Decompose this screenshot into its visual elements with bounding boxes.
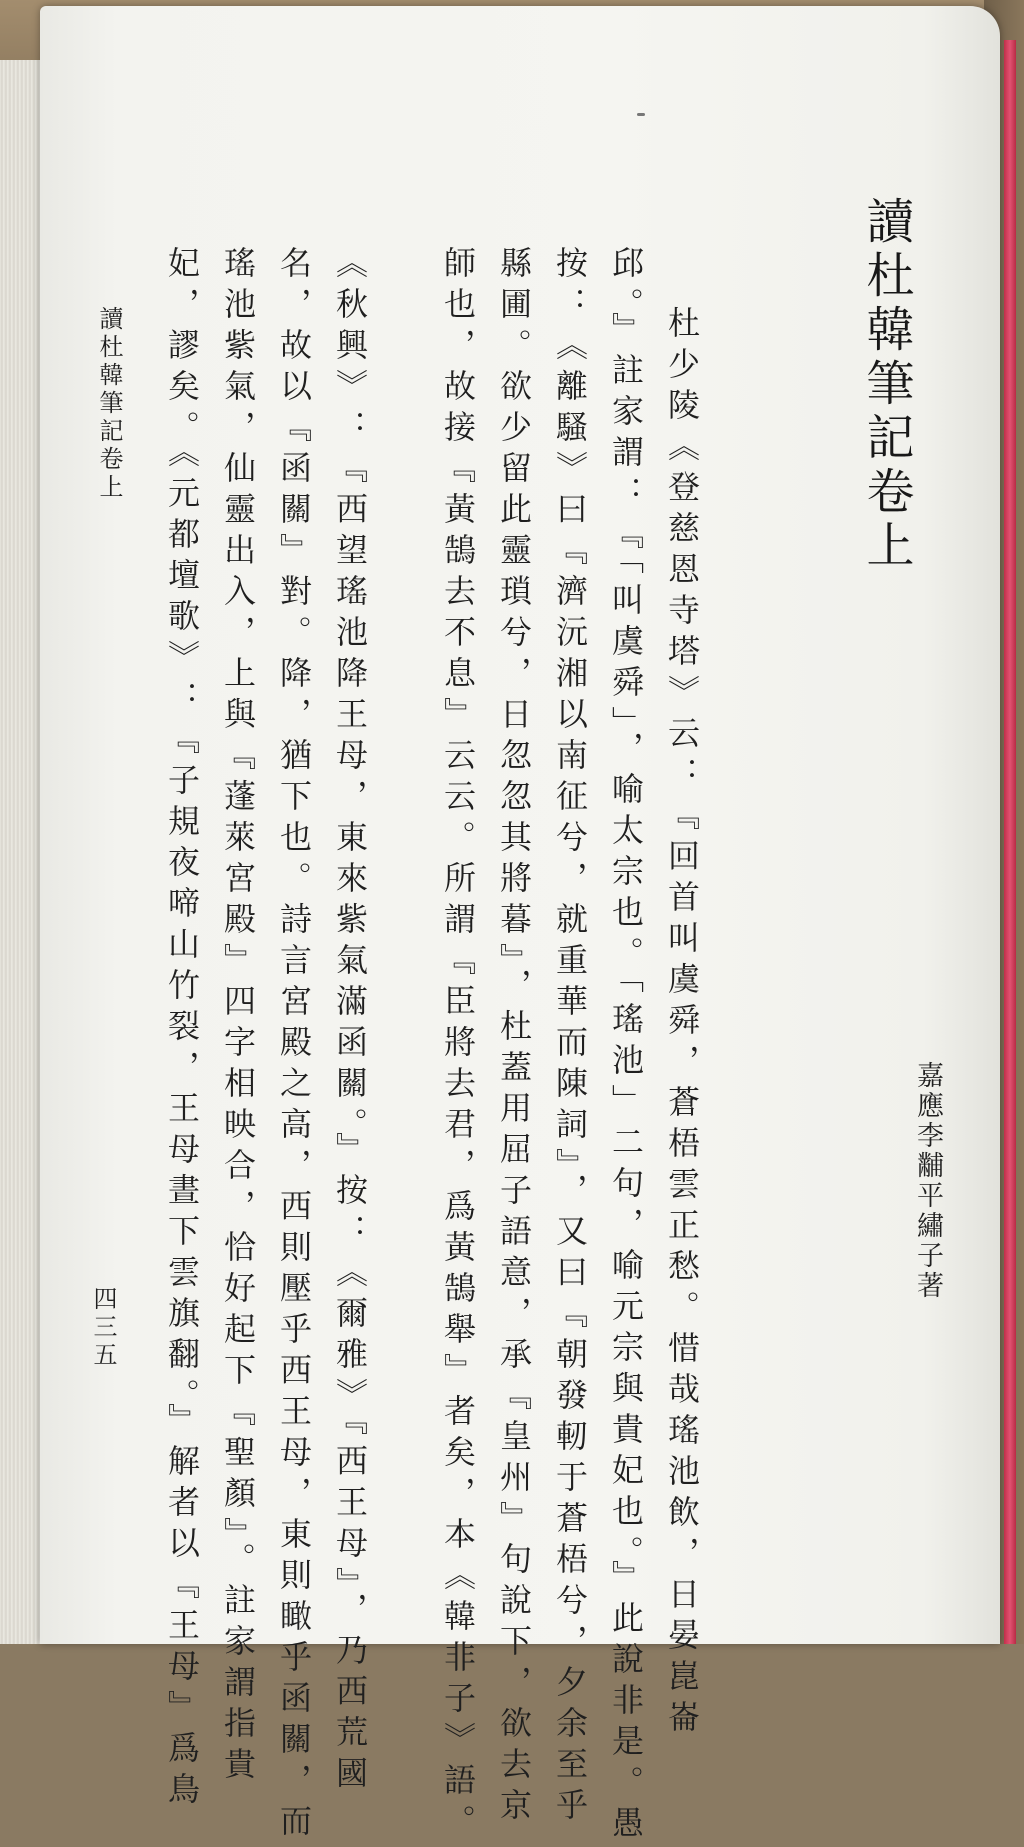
text-column-2: 邱。』註家謂：『「叫虞舜」，喻太宗也。「瑤池」二句，喻元宗與貴妃也。』此說非是。愚	[607, 246, 645, 1847]
page-number: 四三五	[89, 1286, 117, 1370]
text-column-7: 名，故以『函關』對。降，猶下也。詩言宮殿之高，西則壓乎西王母，東則瞰乎函關，而	[275, 246, 313, 1845]
ink-speck	[637, 113, 645, 116]
text-column-4: 縣圃。欲少留此靈瑣兮，日忽忽其將暮』，杜蓋用屈子語意，承『皇州』句說下，欲去京	[495, 246, 533, 1829]
book-binding	[1004, 40, 1016, 1644]
author-line: 嘉應李黼平繡子著	[912, 1061, 943, 1301]
running-head: 讀杜韓筆記卷上	[95, 306, 123, 502]
text-column-1: 杜少陵《登慈恩寺塔》云：『回首叫虞舜，蒼梧雲正愁。惜哉瑤池飲，日晏崑崙	[663, 306, 701, 1741]
text-column-6: 《秋興》：『西望瑤池降王母，東來紫氣滿函關。』按：《爾雅》『西王母』，乃西荒國	[331, 246, 369, 1797]
text-column-8: 瑤池紫氣，仙靈出入，上與『蓬萊宮殿』四字相映合，恰好起下『聖顏』。註家謂指貴	[219, 246, 257, 1788]
book-page	[40, 6, 1000, 1847]
text-column-5: 師也，故接『黃鵠去不息』云云。所謂『臣將去君，爲黃鵠舉』者矣，本《韓非子》語。	[439, 246, 477, 1845]
chapter-title: 讀杜韓筆記卷上	[858, 196, 914, 574]
text-column-3: 按：《離騷》曰『濟沅湘以南征兮，就重華而陳詞』，又曰『朝發軔于蒼梧兮，夕余至乎	[551, 246, 589, 1829]
text-column-9: 妃，謬矣。《元都壇歌》：『子規夜啼山竹裂，王母晝下雲旗翻。』解者以『王母』爲鳥	[163, 246, 201, 1813]
